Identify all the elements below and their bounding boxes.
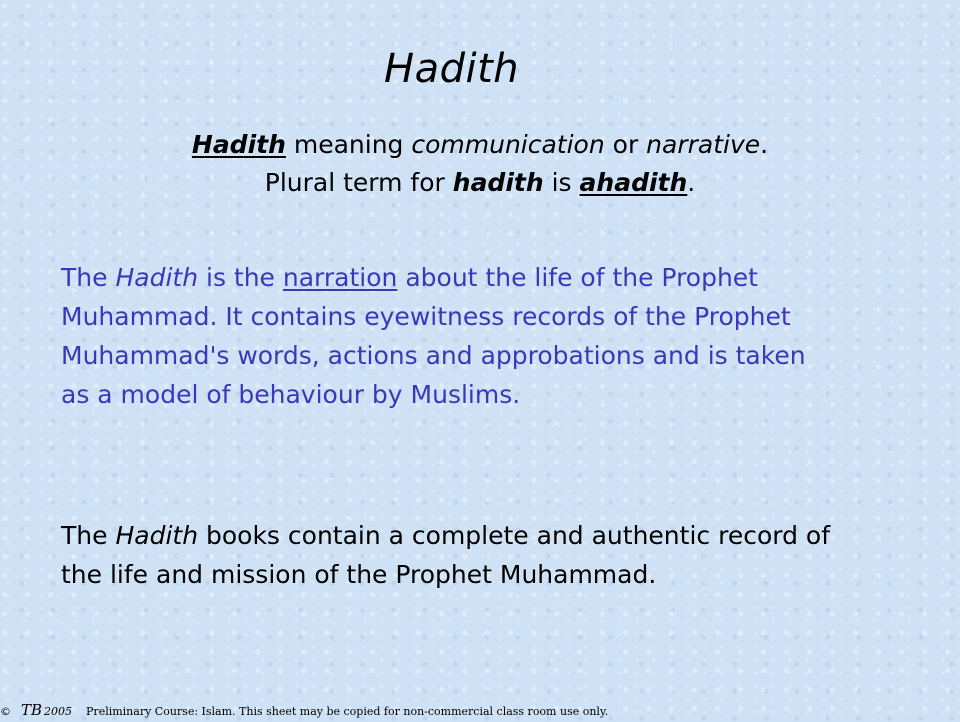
word-narration: narration [282,263,398,292]
intro-line-2: Plural term for hadith is ahadith. [264,168,696,197]
page-title: Hadith [384,46,520,92]
word-hadith: Hadith [115,263,199,292]
word-narrative: narrative [646,130,761,159]
copyright-icon: © [0,705,11,718]
intro-line-1: Hadith meaning communication or narrative. [191,130,769,159]
footer-text: Preliminary Course: Islam. This sheet may be copied for non-commercial class room use only. [86,705,609,718]
tb-logo: TB [21,701,43,719]
paragraph-narration: The Hadith is the narration about the life of the Prophet Muhammad. It contains eyewitness records of the Prophet Muhammad's words, actions and approbations and is taken as a model of behaviour by Muslims. [61,263,806,409]
footer-copyright [0,700,608,720]
intro-definition [120,126,840,202]
term-ahadith: ahadith [579,168,688,197]
word-hadith: Hadith [115,521,199,550]
term-hadith: Hadith [191,130,286,159]
footer-year: 2005 [44,705,73,718]
paragraph-books: The Hadith books contain a complete and authentic record of the life and mission of the Prophet Muhammad. [61,521,830,589]
word-communication: communication [411,130,605,159]
word-hadith: hadith [452,168,544,197]
